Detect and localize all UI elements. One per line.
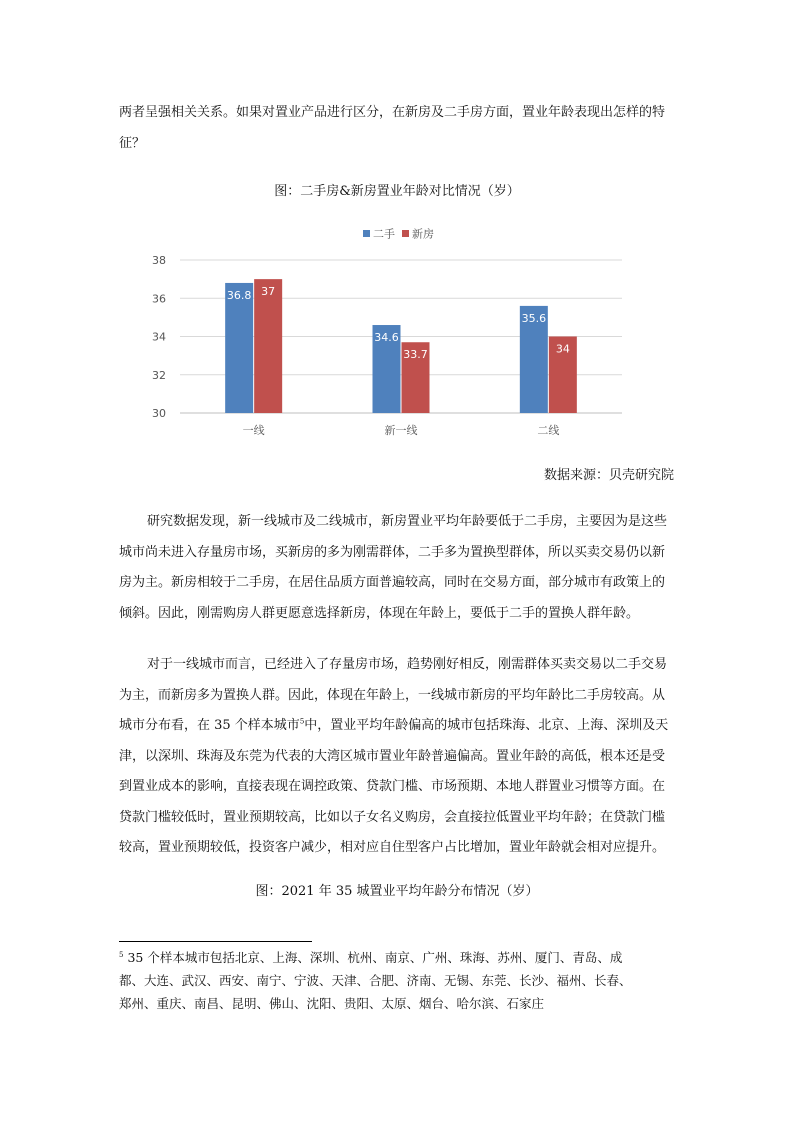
bar-chart (140, 220, 640, 445)
footnote (119, 946, 675, 1015)
text-line: 为主，而新房多为置换人群。因此，体现在年龄上，一线城市新房的平均年龄比二手房较高。从 (119, 687, 666, 703)
body-paragraph-2 (119, 650, 675, 864)
x-tick-label: 新一线 (384, 424, 418, 437)
legend-swatch-new (402, 230, 409, 237)
footnote-ref: 5 (299, 717, 305, 726)
y-tick-label: 30 (152, 407, 166, 420)
body-paragraph-1 (119, 507, 675, 629)
x-tick-label: 一线 (242, 424, 265, 437)
y-tick-label: 36 (152, 292, 166, 306)
text-line: 征？ (119, 135, 146, 151)
figure-caption-2: 图：2021 年 35 城置业平均年龄分布情况（岁） (255, 884, 539, 899)
intro-paragraph (119, 98, 675, 159)
legend-label-new: 新房 (412, 227, 434, 241)
chart-legend (363, 227, 434, 241)
footnote-line: 都、大连、武汉、西安、南宁、宁波、天津、合肥、济南、无锡、东莞、长沙、福州、长春、 (119, 973, 632, 988)
data-label: 35.6 (521, 311, 547, 325)
data-source: 数据来源：贝壳研究院 (543, 468, 674, 483)
bar (254, 279, 282, 413)
data-label: 37 (261, 285, 276, 299)
text-line: 房为主。新房相较于二手房，在居住品质方面普遍较高，同时在交易方面，部分城市有政策上的 (119, 575, 666, 590)
legend-label-secondhand: 二手 (373, 227, 395, 241)
footnote-line (119, 946, 675, 969)
text-segment: 中，置业平均年龄偏高的城市包括珠海、北京、上海、深圳及天 (304, 718, 669, 733)
text-line: 研究数据发现，新一线城市及二线城市，新房置业平均年龄要低于二手房，主要因为是这些 (147, 514, 668, 529)
data-label: 36.8 (226, 288, 252, 302)
footnote-line: 郑州、重庆、南昌、昆明、佛山、沈阳、贵阳、太原、烟台、哈尔滨、石家庄 (119, 996, 545, 1011)
footnote-mark: 5 (119, 950, 124, 959)
text-segment: 35 个样本城市包括北京、上海、深圳、杭州、南京、广州、珠海、苏州、厦门、青岛、成 (123, 950, 623, 965)
text-line (119, 711, 675, 742)
text-segment: 城市分布看，在 35 个样本城市 (119, 718, 300, 733)
text-line: 两者呈强相关关系。如果对置业产品进行区分，在新房及二手房方面，置业年龄表现出怎样的特 (119, 105, 666, 120)
data-label: 33.7 (403, 348, 428, 362)
text-line: 较高，置业预期较低，投资客户减少，相对应自住型客户占比增加，置业年龄就会相对应提升。 (119, 840, 666, 855)
legend-swatch-secondhand (363, 230, 370, 237)
bar (225, 283, 253, 413)
y-tick-label: 34 (152, 330, 166, 344)
footnote-divider (119, 941, 312, 942)
figure-caption: 图：二手房&新房置业年龄对比情况（岁） (274, 184, 520, 199)
y-tick-label: 38 (152, 254, 166, 267)
data-label: 34.6 (374, 331, 399, 345)
chart-bars (225, 279, 577, 413)
y-tick-label: 32 (152, 368, 166, 382)
text-line: 到置业成本的影响，直接表现在调控政策、贷款门槛、市场预期、本地人群置业习惯等方面。在 (119, 779, 666, 794)
text-line: 城市尚未进入存量房市场，买新房的多为刚需群体，二手多为置换型群体，所以买卖交易仍以新 (119, 544, 666, 560)
x-tick-label: 二线 (537, 424, 560, 437)
x-axis (243, 423, 560, 437)
text-line: 倾斜。因此，刚需购房人群更愿意选择新房，体现在年龄上，要低于二手的置换人群年龄。 (119, 605, 640, 621)
text-line: 贷款门槛较低时，置业预期较高，比如以子女名义购房，会直接拉低置业平均年龄；在贷款门槛 (119, 809, 666, 825)
text-line: 对于一线城市而言，已经进入了存量房市场，趋势刚好相反，刚需群体买卖交易以二手交易 (147, 657, 668, 672)
data-label: 34 (555, 342, 570, 356)
text-line: 津，以深圳、珠海及东莞为代表的大湾区城市置业年龄普遍偏高。置业年龄的高低，根本还是受 (119, 748, 666, 764)
y-axis (152, 254, 166, 420)
